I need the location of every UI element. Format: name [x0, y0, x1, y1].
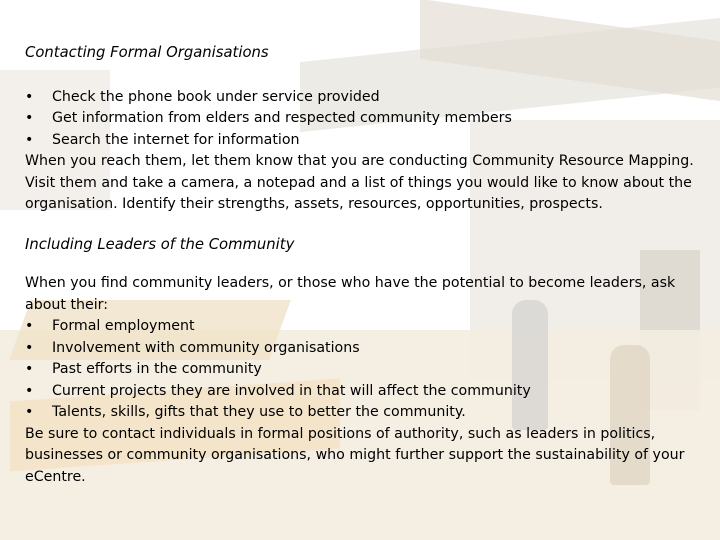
- list-item: [25, 87, 697, 109]
- bullet-marker: •: [25, 88, 34, 105]
- bullet-marker: •: [25, 404, 34, 420]
- list-item: [25, 359, 697, 381]
- list-item-text: Talents, skills, gifts that they use to better the community.: [52, 404, 466, 420]
- list-item: [25, 402, 697, 424]
- list-item: [25, 381, 697, 403]
- list-item-text: Get information from elders and respected community members: [52, 110, 512, 126]
- list-item: [25, 108, 697, 130]
- list-item-text: Involvement with community organisations: [52, 339, 360, 356]
- paragraph: Be sure to contact individuals in formal positions of authority, such as leaders in politics, businesses or community organisations, who might further support the sustainability of your eCentre.: [25, 425, 685, 485]
- bullet-marker: •: [25, 382, 34, 399]
- paragraph: When you find community leaders, or those who have the potential to become leaders, ask about their:: [25, 275, 676, 313]
- list-item: [25, 316, 697, 338]
- bullet-marker: •: [25, 361, 34, 377]
- list-item-text: Check the phone book under service provided: [52, 88, 380, 105]
- list-item: [25, 130, 697, 152]
- list-item-text: Formal employment: [52, 318, 195, 334]
- paragraph: When you reach them, let them know that you are conducting Community Resource Mapping. Visit them and take a camera, a notepad and a list of things you would like to know about the organisation. Identify their strengths, assets, resources, opportunities, prospects.: [25, 153, 694, 212]
- bullet-marker: •: [25, 339, 34, 356]
- section-title: Contacting Formal Organisations: [25, 44, 269, 61]
- bullet-marker: •: [25, 110, 34, 126]
- section-title: Including Leaders of the Community: [25, 235, 295, 253]
- list-item: [25, 338, 697, 360]
- bullet-marker: •: [25, 131, 34, 148]
- list-item-text: Past efforts in the community: [52, 361, 262, 377]
- slide-content: [25, 42, 697, 488]
- list-item-text: Current projects they are involved in that will affect the community: [52, 382, 531, 399]
- list-item-text: Search the internet for information: [52, 131, 300, 148]
- bullet-marker: •: [25, 318, 34, 334]
